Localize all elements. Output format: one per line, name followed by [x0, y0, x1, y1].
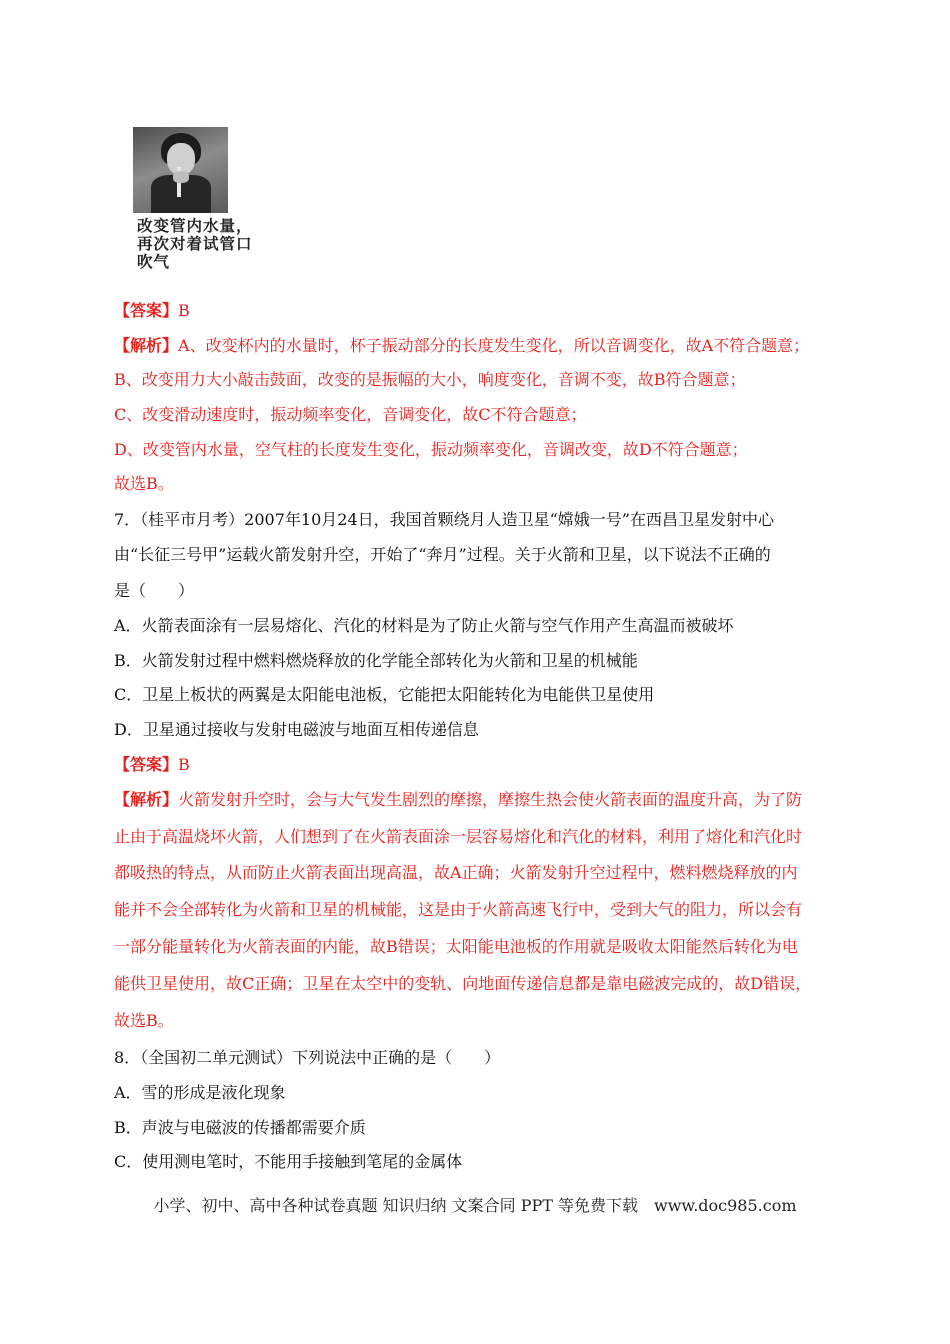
- page-footer: 小学、初中、高中各种试卷真题 知识归纳 文案合同 PPT 等免费下载 www.doc985.com: [153, 1196, 797, 1215]
- q6-analysis-line: 故选B。: [114, 474, 174, 493]
- q7-analysis-line: 能并不会全部转化为火箭和卫星的机械能，这是由于火箭高速飞行中，受到大气的阻力，所以会有: [114, 900, 803, 919]
- q7-analysis-line: 故选B。: [114, 1011, 174, 1030]
- q6-analysis-line: D、改变管内水量，空气柱的长度发生变化，振动频率变化，音调改变，故D不符合题意；: [114, 440, 748, 459]
- q7-analysis-line: 止由于高温烧坏火箭，人们想到了在火箭表面涂一层容易熔化和汽化的材料，利用了熔化和汽化时: [114, 827, 803, 846]
- q6-answer: [114, 300, 190, 322]
- answer-value: B: [178, 301, 190, 320]
- q7-analysis-line: 【解析】火箭发射升空时，会与大气发生剧烈的摩擦，摩擦生热会使火箭表面的温度升高，为了防: [114, 790, 803, 809]
- answer-label: 【答案】: [114, 755, 179, 774]
- analysis-label: 【解析】: [114, 790, 179, 809]
- q7-option-b: B．火箭发射过程中燃料燃烧释放的化学能全部转化为火箭和卫星的机械能: [114, 651, 638, 670]
- q6-analysis-line: 【解析】A、改变杯内的水量时，杯子振动部分的长度发生变化，所以音调变化，故A不符合题意；: [114, 336, 810, 355]
- answer-value: B: [178, 755, 190, 774]
- figure-caption: 改变管内水量， 再次对着试管口 吹气: [137, 216, 253, 271]
- q7-analysis-line: 都吸热的特点，从而防止火箭表面出现高温，故A正确；火箭发射升空过程中，燃料燃烧释放的内: [114, 863, 798, 882]
- q8-option-b: B．声波与电磁波的传播都需要介质: [114, 1118, 366, 1137]
- q7-analysis-line: 能供卫星使用，故C正确；卫星在太空中的变轨、向地面传递信息都是靠电磁波完成的，故D错误，: [114, 974, 812, 993]
- q7-stem-line: 7．（桂平市月考）2007年10月24日，我国首颗绕月人造卫星“嫦娥一号”在西昌卫星发射中心: [114, 510, 774, 529]
- q8-option-c: C．使用测电笔时，不能用手接触到笔尾的金属体: [114, 1152, 463, 1171]
- q6-analysis-line: B、改变用力大小敲击鼓面，改变的是振幅的大小，响度变化，音调不变，故B符合题意；: [114, 370, 746, 389]
- q8-option-a: A．雪的形成是液化现象: [114, 1083, 286, 1102]
- q6-analysis-line: C、改变滑动速度时，振动频率变化，音调变化，故C不符合题意；: [114, 405, 587, 424]
- answer-label: 【答案】: [114, 301, 179, 320]
- q8-stem: 8．（全国初二单元测试）下列说法中正确的是（ ）: [114, 1048, 501, 1067]
- q7-answer: [114, 754, 190, 776]
- girl-blowing-test-tube-photo: [133, 127, 228, 213]
- q7-option-a: A．火箭表面涂有一层易熔化、汽化的材料是为了防止火箭与空气作用产生高温而被破坏: [114, 616, 734, 635]
- q7-stem-line: 是（ ）: [114, 581, 195, 600]
- q7-option-d: D．卫星通过接收与发射电磁波与地面互相传递信息: [114, 720, 479, 739]
- analysis-label: 【解析】: [114, 336, 179, 355]
- q7-stem-line: 由“长征三号甲”运载火箭发射升空，开始了“奔月”过程。关于火箭和卫星，以下说法不正确的: [114, 545, 771, 564]
- q7-option-c: C．卫星上板状的两翼是太阳能电池板，它能把太阳能转化为电能供卫星使用: [114, 685, 655, 704]
- q7-analysis-line: 一部分能量转化为火箭表面的内能，故B错误；太阳能电池板的作用就是吸收太阳能然后转化为电: [114, 937, 798, 956]
